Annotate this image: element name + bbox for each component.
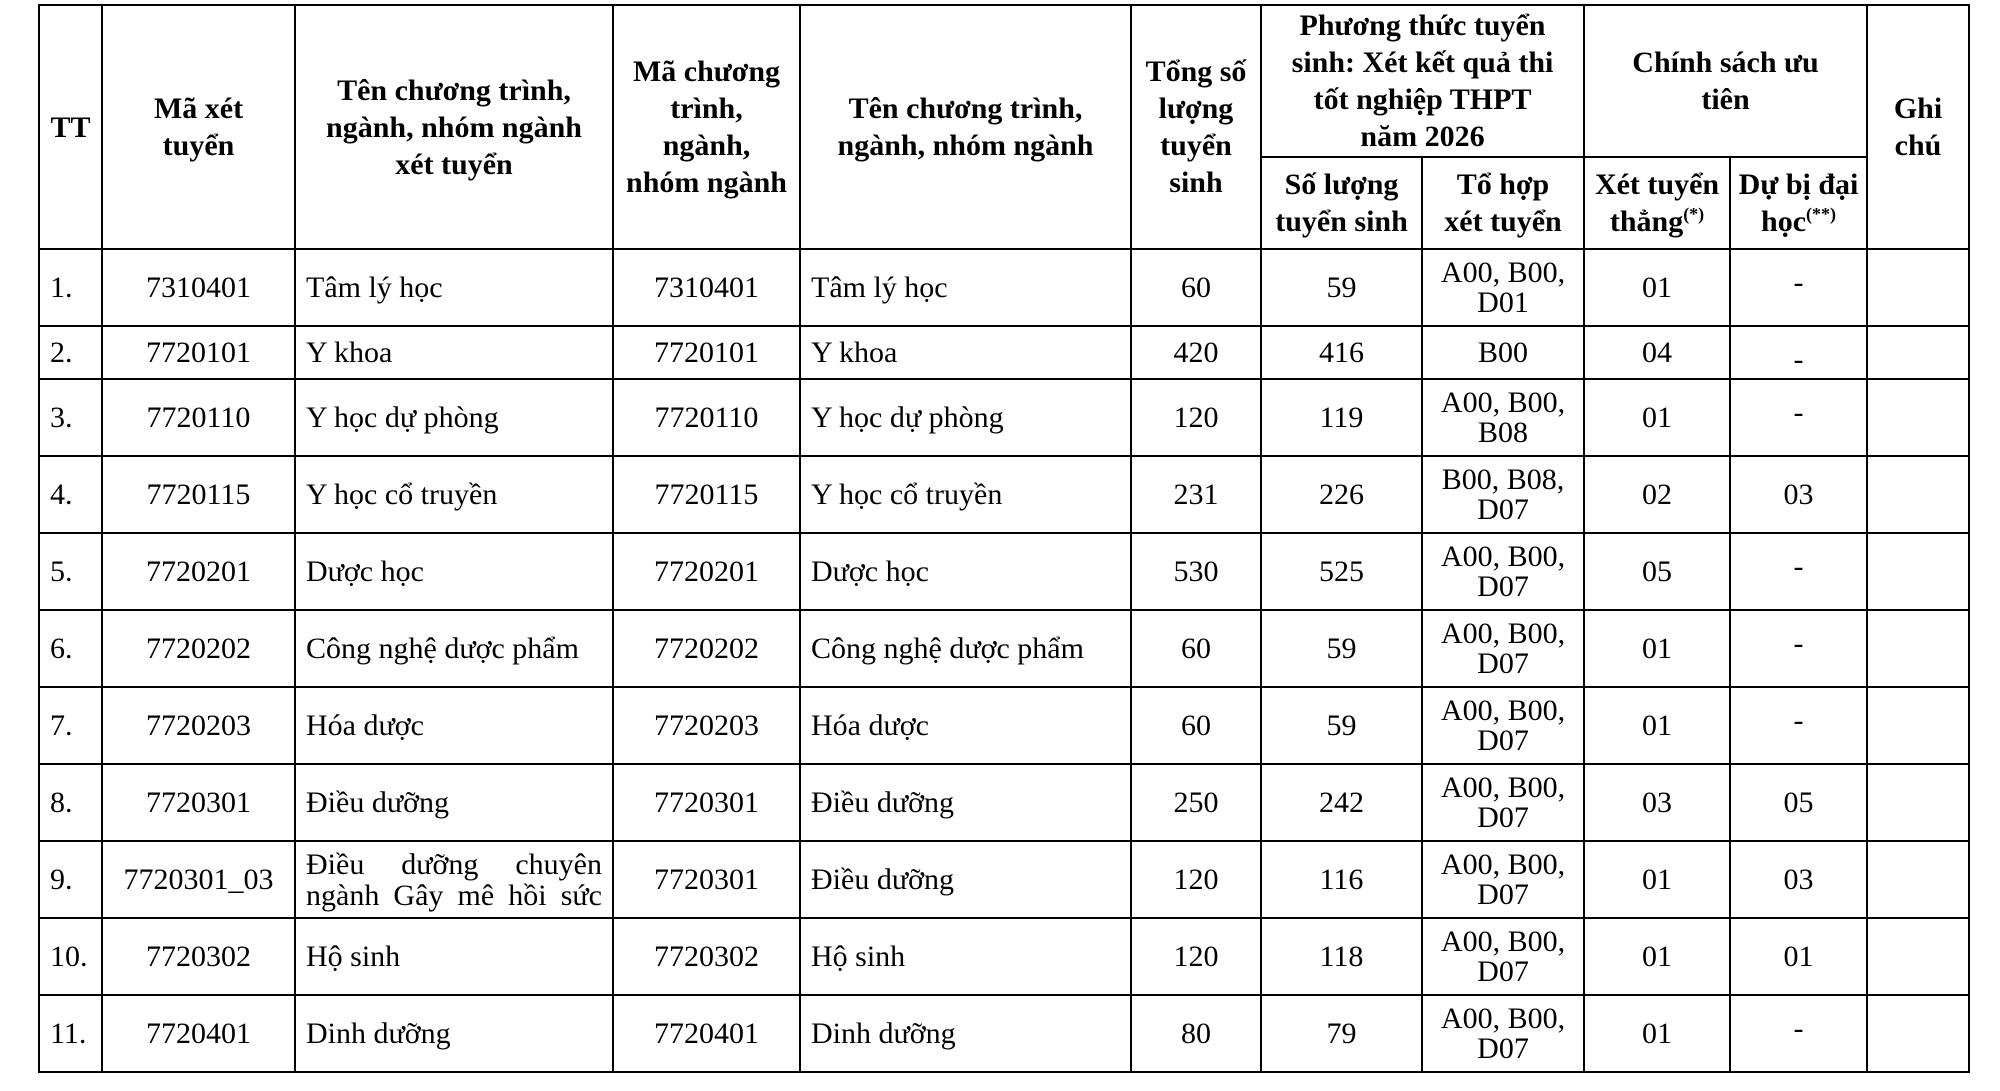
cell-ten-xet-tuyen: Hóa dược	[295, 687, 613, 764]
table-row	[39, 918, 1969, 995]
cell-ten-xet-tuyen: Tâm lý học	[295, 249, 613, 326]
cell-tt: 7.	[39, 687, 102, 764]
to-hop-line-2: D07	[1477, 492, 1529, 526]
cell-ten-chuong-trinh: Điều dưỡng	[800, 841, 1131, 918]
header-ghi-chu: Ghi chú	[1867, 5, 1969, 249]
cell-tong-so-luong: 80	[1131, 995, 1261, 1072]
header-du-bi-dai-hoc-label: Dự bị đại học	[1738, 168, 1859, 238]
cell-du-bi-dai-hoc: 01	[1730, 918, 1867, 995]
to-hop-line-1: A00, B00,	[1440, 847, 1566, 881]
cell-du-bi-dai-hoc: -	[1730, 533, 1867, 610]
cell-ten-chuong-trinh: Hộ sinh	[800, 918, 1131, 995]
cell-tong-so-luong: 60	[1131, 610, 1261, 687]
cell-ten-xet-tuyen: Điều dưỡng	[295, 764, 613, 841]
table-row	[39, 764, 1969, 841]
cell-so-luong-tuyen-sinh: 416	[1261, 326, 1422, 379]
header-ma-xet-tuyen: Mã xét tuyển	[102, 5, 295, 249]
header-du-bi-dai-hoc-mark: (**)	[1806, 204, 1837, 224]
header-ten-chuong-trinh: Tên chương trình, ngành, nhóm ngành	[800, 5, 1131, 249]
cell-so-luong-tuyen-sinh: 116	[1261, 841, 1422, 918]
cell-xet-tuyen-thang: 01	[1584, 841, 1730, 918]
to-hop-line-2: D07	[1477, 723, 1529, 757]
cell-tong-so-luong: 420	[1131, 326, 1261, 379]
to-hop-line-1: B00, B08,	[1441, 462, 1565, 496]
cell-ma-xet-tuyen: 7720115	[102, 456, 295, 533]
cell-ghi-chu	[1867, 326, 1969, 379]
cell-ghi-chu	[1867, 533, 1969, 610]
cell-ghi-chu	[1867, 995, 1969, 1072]
cell-ten-xet-tuyen: Y khoa	[295, 326, 613, 379]
admissions-table	[38, 4, 1970, 1073]
cell-so-luong-tuyen-sinh: 59	[1261, 687, 1422, 764]
cell-to-hop-xet-tuyen	[1422, 918, 1584, 995]
cell-tt: 6.	[39, 610, 102, 687]
cell-tt: 9.	[39, 841, 102, 918]
cell-du-bi-dai-hoc: -	[1730, 326, 1867, 379]
cell-ghi-chu	[1867, 456, 1969, 533]
cell-du-bi-dai-hoc: -	[1730, 995, 1867, 1072]
header-du-bi-dai-hoc	[1730, 157, 1867, 249]
header-to-hop-xet-tuyen: Tổ hợp xét tuyển	[1422, 157, 1584, 249]
cell-ma-xet-tuyen: 7720301_03	[102, 841, 295, 918]
to-hop-line-2: D01	[1477, 285, 1529, 319]
cell-so-luong-tuyen-sinh: 242	[1261, 764, 1422, 841]
table-row	[39, 841, 1969, 918]
cell-to-hop-xet-tuyen	[1422, 456, 1584, 533]
cell-tt: 1.	[39, 249, 102, 326]
cell-ma-xet-tuyen: 7720201	[102, 533, 295, 610]
cell-ma-chuong-trinh: 7720110	[613, 379, 800, 456]
cell-du-bi-dai-hoc: -	[1730, 249, 1867, 326]
cell-ghi-chu	[1867, 918, 1969, 995]
to-hop-line-1: A00, B00,	[1440, 616, 1566, 650]
cell-to-hop-xet-tuyen	[1422, 687, 1584, 764]
cell-ghi-chu	[1867, 687, 1969, 764]
cell-tong-so-luong: 60	[1131, 687, 1261, 764]
cell-ten-xet-tuyen: Công nghệ dược phẩm	[295, 610, 613, 687]
cell-ten-xet-tuyen: Dinh dưỡng	[295, 995, 613, 1072]
to-hop-line-1: A00, B00,	[1440, 1001, 1566, 1035]
cell-tt: 10.	[39, 918, 102, 995]
cell-xet-tuyen-thang: 01	[1584, 687, 1730, 764]
cell-ma-xet-tuyen: 7720301	[102, 764, 295, 841]
cell-tong-so-luong: 120	[1131, 379, 1261, 456]
cell-ten-chuong-trinh: Dược học	[800, 533, 1131, 610]
table-row	[39, 379, 1969, 456]
cell-so-luong-tuyen-sinh: 119	[1261, 379, 1422, 456]
cell-tong-so-luong: 60	[1131, 249, 1261, 326]
cell-xet-tuyen-thang: 05	[1584, 533, 1730, 610]
cell-ma-xet-tuyen: 7720110	[102, 379, 295, 456]
cell-to-hop-xet-tuyen	[1422, 841, 1584, 918]
cell-tong-so-luong: 250	[1131, 764, 1261, 841]
header-ten-chuong-trinh-xet-tuyen: Tên chương trình, ngành, nhóm ngành xét tuyển	[295, 5, 613, 249]
cell-ma-chuong-trinh: 7720202	[613, 610, 800, 687]
cell-xet-tuyen-thang: 01	[1584, 918, 1730, 995]
table-row	[39, 533, 1969, 610]
cell-ten-xet-tuyen: Y học cổ truyền	[295, 456, 613, 533]
header-ma-chuong-trinh: Mã chương trình, ngành, nhóm ngành	[613, 5, 800, 249]
to-hop-line-2: D07	[1477, 800, 1529, 834]
cell-ten-chuong-trinh: Y học cổ truyền	[800, 456, 1131, 533]
header-xet-tuyen-thang-label: Xét tuyển thẳng	[1594, 168, 1720, 238]
cell-to-hop-xet-tuyen	[1422, 610, 1584, 687]
cell-xet-tuyen-thang: 01	[1584, 379, 1730, 456]
to-hop-line-1: A00, B00,	[1440, 255, 1566, 289]
cell-tt: 5.	[39, 533, 102, 610]
cell-ten-chuong-trinh: Công nghệ dược phẩm	[800, 610, 1131, 687]
cell-ghi-chu	[1867, 249, 1969, 326]
cell-ma-xet-tuyen: 7310401	[102, 249, 295, 326]
to-hop-line-1: A00, B00,	[1440, 770, 1566, 804]
to-hop-line-1: B00	[1478, 335, 1529, 369]
cell-tong-so-luong: 120	[1131, 918, 1261, 995]
to-hop-line-2: B08	[1478, 415, 1529, 449]
cell-xet-tuyen-thang: 01	[1584, 610, 1730, 687]
cell-tt: 3.	[39, 379, 102, 456]
to-hop-line-1: A00, B00,	[1440, 693, 1566, 727]
cell-ten-xet-tuyen: Y học dự phòng	[295, 379, 613, 456]
cell-tt: 11.	[39, 995, 102, 1072]
cell-ma-xet-tuyen: 7720101	[102, 326, 295, 379]
header-chinh-sach-uu-tien: Chính sách ưu tiên	[1584, 5, 1867, 157]
cell-tong-so-luong: 120	[1131, 841, 1261, 918]
cell-so-luong-tuyen-sinh: 226	[1261, 456, 1422, 533]
cell-so-luong-tuyen-sinh: 59	[1261, 610, 1422, 687]
cell-du-bi-dai-hoc: 03	[1730, 841, 1867, 918]
to-hop-line-1: A00, B00,	[1440, 385, 1566, 419]
cell-ma-chuong-trinh: 7720203	[613, 687, 800, 764]
cell-ten-chuong-trinh: Y khoa	[800, 326, 1131, 379]
cell-ten-chuong-trinh: Hóa dược	[800, 687, 1131, 764]
cell-du-bi-dai-hoc: 03	[1730, 456, 1867, 533]
cell-ma-xet-tuyen: 7720401	[102, 995, 295, 1072]
cell-so-luong-tuyen-sinh: 79	[1261, 995, 1422, 1072]
table-row	[39, 326, 1969, 379]
cell-ten-chuong-trinh: Y học dự phòng	[800, 379, 1131, 456]
cell-to-hop-xet-tuyen	[1422, 764, 1584, 841]
cell-ten-chuong-trinh: Tâm lý học	[800, 249, 1131, 326]
cell-ma-xet-tuyen: 7720203	[102, 687, 295, 764]
cell-to-hop-xet-tuyen	[1422, 379, 1584, 456]
cell-so-luong-tuyen-sinh: 525	[1261, 533, 1422, 610]
cell-du-bi-dai-hoc: -	[1730, 379, 1867, 456]
cell-ghi-chu	[1867, 379, 1969, 456]
header-xet-tuyen-thang	[1584, 157, 1730, 249]
cell-ma-chuong-trinh: 7720301	[613, 841, 800, 918]
cell-ten-xet-tuyen: Hộ sinh	[295, 918, 613, 995]
cell-ma-chuong-trinh: 7720101	[613, 326, 800, 379]
cell-ma-chuong-trinh: 7310401	[613, 249, 800, 326]
cell-ten-chuong-trinh: Điều dưỡng	[800, 764, 1131, 841]
to-hop-line-2: D07	[1477, 954, 1529, 988]
cell-ma-chuong-trinh: 7720302	[613, 918, 800, 995]
to-hop-line-2: D07	[1477, 646, 1529, 680]
cell-ma-xet-tuyen: 7720202	[102, 610, 295, 687]
table-body	[39, 249, 1969, 1072]
to-hop-line-1: A00, B00,	[1440, 924, 1566, 958]
cell-ma-chuong-trinh: 7720301	[613, 764, 800, 841]
to-hop-line-1: A00, B00,	[1440, 539, 1566, 573]
cell-du-bi-dai-hoc: -	[1730, 687, 1867, 764]
cell-xet-tuyen-thang: 03	[1584, 764, 1730, 841]
cell-ten-xet-tuyen: Dược học	[295, 533, 613, 610]
header-xet-tuyen-thang-mark: (*)	[1683, 204, 1705, 224]
header-so-luong-tuyen-sinh: Số lượng tuyển sinh	[1261, 157, 1422, 249]
cell-tt: 2.	[39, 326, 102, 379]
to-hop-line-2: D07	[1477, 569, 1529, 603]
cell-tong-so-luong: 231	[1131, 456, 1261, 533]
header-phuong-thuc: Phương thức tuyển sinh: Xét kết quả thi tốt nghiệp THPT năm 2026	[1261, 5, 1584, 157]
admissions-table-wrapper	[38, 4, 1970, 1073]
cell-xet-tuyen-thang: 04	[1584, 326, 1730, 379]
cell-ma-chuong-trinh: 7720115	[613, 456, 800, 533]
table-row	[39, 249, 1969, 326]
cell-ma-xet-tuyen: 7720302	[102, 918, 295, 995]
cell-to-hop-xet-tuyen	[1422, 533, 1584, 610]
cell-ma-chuong-trinh: 7720201	[613, 533, 800, 610]
cell-ten-xet-tuyen: Điều dưỡng chuyên ngành Gây mê hồi sức	[295, 841, 613, 918]
header-tt: TT	[39, 5, 102, 249]
cell-tong-so-luong: 530	[1131, 533, 1261, 610]
cell-du-bi-dai-hoc: -	[1730, 610, 1867, 687]
cell-so-luong-tuyen-sinh: 118	[1261, 918, 1422, 995]
header-tong-so-luong: Tổng số lượng tuyển sinh	[1131, 5, 1261, 249]
cell-to-hop-xet-tuyen	[1422, 326, 1584, 379]
cell-du-bi-dai-hoc: 05	[1730, 764, 1867, 841]
table-header	[39, 5, 1969, 249]
cell-tt: 8.	[39, 764, 102, 841]
cell-ghi-chu	[1867, 764, 1969, 841]
cell-xet-tuyen-thang: 02	[1584, 456, 1730, 533]
cell-ghi-chu	[1867, 610, 1969, 687]
cell-to-hop-xet-tuyen	[1422, 249, 1584, 326]
cell-xet-tuyen-thang: 01	[1584, 995, 1730, 1072]
cell-tt: 4.	[39, 456, 102, 533]
cell-so-luong-tuyen-sinh: 59	[1261, 249, 1422, 326]
to-hop-line-2: D07	[1477, 877, 1529, 911]
table-row	[39, 687, 1969, 764]
table-row	[39, 995, 1969, 1072]
cell-ma-chuong-trinh: 7720401	[613, 995, 800, 1072]
cell-to-hop-xet-tuyen	[1422, 995, 1584, 1072]
cell-ten-chuong-trinh: Dinh dưỡng	[800, 995, 1131, 1072]
to-hop-line-2: D07	[1477, 1031, 1529, 1065]
cell-ghi-chu	[1867, 841, 1969, 918]
table-row	[39, 456, 1969, 533]
cell-xet-tuyen-thang: 01	[1584, 249, 1730, 326]
table-row	[39, 610, 1969, 687]
